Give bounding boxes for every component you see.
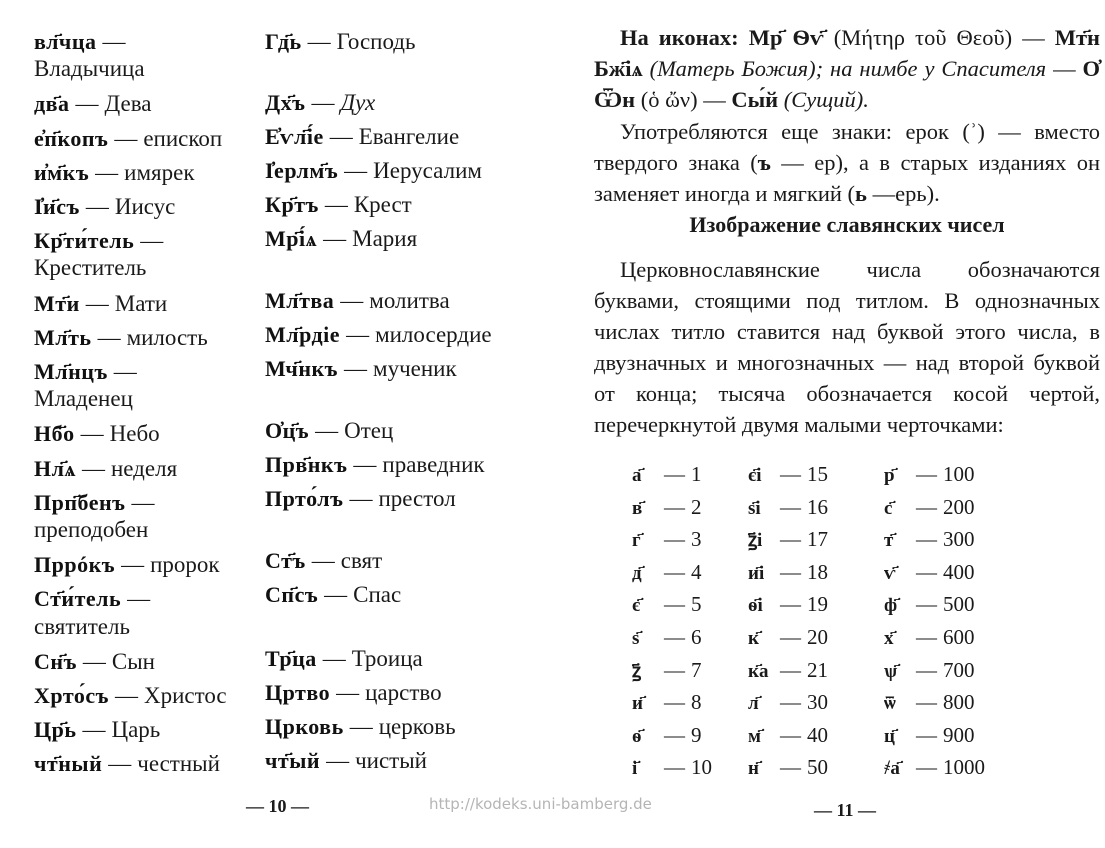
meaning: пророк	[150, 552, 220, 578]
abbreviation: Кр҃ти́тель	[34, 228, 135, 254]
numeral-glyph: д҃	[632, 562, 642, 584]
numeral-entry	[632, 656, 702, 686]
dash: —	[664, 755, 685, 780]
abbreviation: Прто́лъ	[265, 486, 344, 511]
numeral-entry	[748, 558, 828, 588]
numeral-value: 8	[691, 690, 702, 715]
numeral-value: 19	[807, 592, 828, 617]
abbreviation-entry	[34, 420, 160, 448]
abbreviation-entry	[265, 451, 485, 479]
abbreviation: Мл҃тва	[265, 288, 335, 313]
dash: —	[664, 722, 685, 747]
dash: —	[664, 657, 685, 682]
dash: —	[916, 494, 937, 519]
dash: —	[916, 527, 937, 552]
dash: —	[916, 657, 937, 682]
meaning-continuation: Владычица	[34, 56, 145, 82]
dash: —	[85, 194, 109, 219]
abbreviation: Сн҃ъ	[34, 648, 77, 674]
abbreviation: Цртво	[265, 680, 331, 705]
numeral-value: 50	[807, 755, 828, 780]
abbreviation: Е҆ѵл҃і́е	[265, 124, 324, 149]
dash: —	[664, 494, 685, 519]
meaning: Дева	[104, 91, 152, 117]
abbreviation: Тр҃ца	[265, 646, 317, 671]
numeral-glyph: р҃	[884, 465, 895, 486]
abbreviation-entry	[34, 28, 132, 56]
signs-text-3: —ерь).	[866, 181, 940, 206]
numeral-entry	[748, 590, 828, 620]
dash: —	[344, 356, 368, 381]
numeral-entry	[632, 688, 702, 718]
abbreviation: Сп҃съ	[265, 582, 319, 607]
numeral-glyph: к҃а	[748, 660, 769, 682]
dash: —	[349, 714, 373, 739]
numeral-value: 5	[691, 592, 702, 617]
section-heading: Изображение славянских чисел	[689, 212, 1005, 237]
numeral-value: 10	[691, 755, 712, 780]
dash: —	[916, 722, 937, 747]
abbreviation-entry	[265, 89, 375, 117]
abbreviation: чт҃ный	[34, 751, 103, 777]
numeral-entry	[632, 558, 702, 588]
abbreviation-entry	[265, 123, 459, 151]
numeral-value: 200	[943, 494, 975, 519]
numeral-value: 400	[943, 559, 975, 584]
numeral-entry	[884, 623, 975, 653]
numeral-glyph: ѕ҃	[632, 628, 640, 649]
numeral-glyph: і҃	[632, 758, 638, 780]
numeral-glyph: г҃	[632, 530, 641, 552]
numeral-glyph: х҃	[884, 628, 894, 649]
numeral-value: 3	[691, 527, 702, 552]
numeral-entry	[884, 525, 975, 555]
signs-text-1: Употребляются еще знаки: ерок (ʾ) — вместо твердого знака (	[594, 119, 1100, 175]
page-number-left: — 10 —	[246, 796, 309, 816]
dash: —	[1022, 25, 1045, 50]
numbers-paragraph-text: Церковнославянские числа обозначаются буквами, стоящими под титлом. В однозначных числах титло ставится над буквой этого числа, в двузначных и многозначных — над второй буквой от конца; тысяча обозначается косой чертой, перечеркнутой двумя малыми черточками:	[594, 257, 1100, 437]
dash: —	[322, 646, 346, 671]
dash: —	[780, 722, 801, 747]
dash: —	[311, 548, 335, 573]
dash: —	[81, 455, 105, 481]
meaning: Мария	[352, 226, 418, 251]
dash: —	[664, 690, 685, 715]
abbreviation: дв҃а	[34, 91, 70, 117]
meaning: престол	[378, 486, 456, 511]
numeral-glyph: т҃	[884, 530, 894, 552]
abbreviation: Мл҃ть	[34, 324, 92, 350]
abbreviation: І҆и҃съ	[34, 194, 80, 219]
numeral-glyph: ꙁ҃	[632, 660, 641, 682]
greek-o-on: (ὁ ὤν)	[640, 87, 698, 112]
numeral-value: 100	[943, 462, 975, 486]
meaning: Крест	[353, 192, 412, 217]
page-number-right: — 11 —	[814, 800, 877, 820]
meaning: епископ	[143, 125, 223, 151]
dash: —	[780, 625, 801, 649]
abbreviation: Ст҃и́тель	[34, 586, 122, 612]
meaning: неделя	[110, 455, 178, 481]
meaning: Евангелие	[358, 124, 460, 149]
dash: —	[108, 751, 132, 777]
meaning: Иисус	[114, 194, 176, 219]
abbreviation: Кр҃тъ	[265, 192, 319, 217]
cs-syi: Сы́й	[731, 87, 779, 112]
abbreviation-entry	[34, 290, 167, 318]
numeral-entry	[632, 525, 702, 555]
meaning: Царь	[111, 717, 161, 743]
dash: —	[780, 592, 801, 617]
abbreviation-entry	[34, 489, 161, 517]
dash: —	[97, 324, 121, 350]
abbreviation-entry	[34, 455, 177, 483]
numeral-entry	[884, 590, 975, 620]
numeral-glyph: ѿ	[884, 693, 896, 715]
meaning: честный	[137, 751, 220, 777]
numeral-value: 7	[691, 657, 702, 682]
numeral-glyph: м҃	[748, 725, 761, 747]
dash: —	[916, 462, 937, 486]
cs-o-on: О҆ Ѿн	[594, 56, 1101, 112]
numeral-value: 2	[691, 494, 702, 519]
abbreviation: Гд҃ь	[265, 29, 302, 54]
abbreviation-entry	[34, 358, 143, 386]
signs-text-2: — ер), а в старых изданиях он заменяет иногда и мягкий (	[594, 150, 1100, 206]
abbreviation-entry	[34, 90, 151, 118]
dash: —	[349, 486, 373, 511]
numeral-glyph: ѳ҃	[632, 725, 642, 747]
numeral-entry	[632, 623, 702, 653]
abbreviation-entry	[265, 645, 423, 673]
numeral-entry	[748, 721, 828, 751]
abbreviation-entry	[265, 321, 492, 349]
dash: —	[80, 421, 104, 447]
abbreviation-entry	[265, 679, 442, 707]
abbreviation-entry	[34, 125, 222, 153]
cs-bzhia: Бж҃іѧ	[594, 56, 643, 81]
abbreviation-entry	[34, 551, 220, 579]
cs-mtn: Мт҃н	[1054, 25, 1101, 50]
er-soft-glyph: ь	[855, 181, 867, 206]
abbreviation: Мр҃і́ѧ	[265, 226, 318, 251]
dash: —	[780, 657, 801, 682]
watermark-url[interactable]: http://kodeks.uni-bamberg.de	[429, 795, 652, 813]
numeral-value: 1	[691, 462, 702, 486]
meaning: Христос	[143, 683, 227, 708]
abbreviation-entry	[265, 28, 416, 56]
icons-label: На иконах:	[620, 25, 739, 50]
numeral-value: 17	[807, 527, 828, 552]
dash: —	[315, 418, 339, 443]
dash: —	[353, 452, 377, 477]
dash: —	[326, 748, 350, 773]
numeral-entry	[632, 493, 702, 523]
dash: —	[95, 159, 119, 185]
abbreviation-entry	[265, 485, 456, 513]
abbreviation-entry	[34, 324, 208, 352]
meaning: Мати	[114, 290, 168, 316]
numeral-glyph: ѱ҃	[884, 660, 898, 682]
abbreviation: Дх҃ъ	[265, 90, 306, 115]
numeral-entry	[632, 721, 702, 751]
dash: —	[114, 125, 138, 151]
meaning: Сын	[111, 648, 155, 674]
dash: —	[780, 494, 801, 519]
numeral-value: 18	[807, 559, 828, 584]
abbreviation: Мч҃нкъ	[265, 356, 339, 381]
signs-paragraph	[594, 116, 1100, 209]
numeral-glyph: є҃	[632, 595, 641, 617]
dash: —	[127, 586, 151, 612]
numeral-glyph: к҃	[748, 628, 759, 649]
meaning: Небо	[109, 421, 160, 447]
numeral-glyph: н҃	[748, 758, 759, 780]
dash: —	[780, 462, 801, 486]
numeral-glyph: ѕ҃і	[748, 497, 761, 519]
meaning-continuation: преподобен	[34, 517, 149, 542]
dash: —	[323, 226, 347, 251]
translation-mother-of-god: (Матерь Божия); на нимбе у Спасителя	[649, 56, 1047, 81]
dash: —	[346, 322, 370, 347]
numeral-entry	[884, 753, 985, 783]
abbreviation-entry	[265, 355, 457, 383]
meaning: Троица	[351, 646, 423, 671]
meaning-continuation: Младенец	[34, 386, 133, 412]
dash: —	[75, 91, 99, 117]
abbreviation: е҆п҃копъ	[34, 125, 109, 151]
numeral-entry	[748, 656, 828, 686]
abbreviation-entry	[265, 581, 401, 609]
dash: —	[324, 192, 348, 217]
meaning-continuation: Креститель	[34, 255, 147, 281]
meaning: праведник	[382, 452, 485, 477]
numeral-value: 600	[943, 625, 975, 649]
dash: —	[82, 648, 106, 674]
numeral-value: 300	[943, 527, 975, 552]
numeral-glyph: ф҃	[884, 595, 898, 617]
dash: —	[916, 755, 937, 780]
numeral-glyph: ѵ҃	[884, 562, 896, 584]
dash: —	[140, 228, 164, 254]
numeral-glyph: л҃	[748, 693, 759, 715]
right-page	[560, 0, 1105, 848]
er-glyph: ъ	[757, 150, 771, 175]
abbreviation: и҆м҃къ	[34, 159, 90, 185]
meaning-continuation: святитель	[34, 613, 130, 639]
numeral-value: 15	[807, 462, 828, 486]
dash: —	[329, 124, 353, 149]
dash: —	[780, 527, 801, 552]
numeral-value: 6	[691, 625, 702, 649]
numeral-entry	[884, 493, 975, 523]
numeral-entry	[884, 460, 975, 490]
dash: —	[82, 717, 106, 743]
numeral-glyph: с҃	[884, 497, 893, 519]
abbreviation: Нл҃ѧ	[34, 455, 76, 481]
numeral-value: 20	[807, 625, 828, 649]
meaning: милосердие	[375, 322, 492, 347]
dash: —	[780, 755, 801, 780]
meaning: Отец	[344, 418, 394, 443]
abbreviation: чт҃ый	[265, 748, 321, 773]
abbreviation: вл҃чца	[34, 29, 97, 54]
cs-mp-thu: Мр҃ Ѳѵ҃	[748, 25, 824, 50]
numeral-glyph: ц҃	[884, 725, 895, 747]
abbreviation-entry	[34, 682, 227, 710]
icons-paragraph	[594, 22, 1100, 115]
abbreviation-entry	[265, 547, 382, 575]
numeral-entry	[748, 623, 828, 653]
dash: —	[916, 559, 937, 584]
numeral-glyph: ꙁ҃і	[748, 530, 763, 552]
meaning: молитва	[369, 288, 450, 313]
abbreviation-entry	[34, 716, 160, 744]
meaning: Дух	[340, 90, 376, 115]
meaning: царство	[365, 680, 442, 705]
dash: —	[114, 683, 138, 708]
numeral-value: 1000	[943, 755, 985, 780]
numeral-value: 30	[807, 690, 828, 715]
dash: —	[121, 552, 145, 578]
abbreviation: І҆ерлм҃ъ	[265, 158, 339, 183]
abbreviation-entry	[265, 713, 456, 741]
numeral-value: 40	[807, 722, 828, 747]
dash: —	[664, 527, 685, 552]
dash: —	[916, 592, 937, 617]
abbreviation: Прп҃бенъ	[34, 489, 126, 515]
abbreviation-entry	[34, 648, 155, 676]
abbreviation-entry	[265, 225, 417, 253]
numeral-entry	[748, 688, 828, 718]
numeral-entry	[748, 525, 828, 555]
abbreviation-entry	[265, 287, 450, 315]
numeral-glyph: є҃і	[748, 465, 762, 486]
numeral-glyph: и҃і	[748, 562, 765, 584]
abbreviation-entry	[265, 157, 482, 185]
numeral-glyph: и҃	[632, 693, 643, 715]
abbreviation: Хрто́съ	[34, 683, 109, 708]
numeral-entry	[632, 753, 712, 783]
dash: —	[324, 582, 348, 607]
numeral-value: 21	[807, 657, 828, 682]
dash: —	[102, 29, 126, 54]
dash: —	[340, 288, 364, 313]
numeral-entry	[748, 460, 828, 490]
abbreviation: Цр҃ь	[34, 717, 77, 743]
meaning: имярек	[124, 159, 195, 185]
numeral-glyph: в҃	[632, 497, 643, 519]
numeral-entry	[884, 688, 975, 718]
numeral-value: 800	[943, 690, 975, 715]
dash: —	[780, 690, 801, 715]
numeral-entry	[748, 753, 828, 783]
meaning: Господь	[336, 29, 416, 54]
numeral-glyph: а҃	[632, 465, 642, 486]
dash: —	[916, 625, 937, 649]
dash: —	[916, 690, 937, 715]
dash: —	[664, 559, 685, 584]
greek-mother-of-god: (Μήτηρ τοῦ Θεοῦ)	[833, 25, 1013, 50]
numeral-value: 500	[943, 592, 975, 617]
meaning: чистый	[355, 748, 427, 773]
numeral-entry	[632, 590, 702, 620]
numeral-entry	[884, 656, 975, 686]
dash: —	[336, 680, 360, 705]
dash: —	[703, 87, 726, 112]
abbreviation: Нб҃о	[34, 421, 75, 447]
translation-syi: (Сущий).	[783, 87, 869, 112]
abbreviation: Мт҃и	[34, 290, 80, 316]
abbreviation-entry	[34, 750, 220, 778]
numeral-glyph: ѳ҃і	[748, 595, 763, 617]
dash: —	[85, 290, 109, 316]
dash: —	[664, 625, 685, 649]
abbreviation-entry	[34, 227, 169, 255]
numeral-value: 900	[943, 722, 975, 747]
dash: —	[307, 29, 331, 54]
abbreviation: О҆ц҃ъ	[265, 418, 310, 443]
abbreviation: Пррóкъ	[34, 552, 116, 578]
numeral-entry	[632, 460, 702, 490]
dash: —	[131, 489, 155, 515]
abbreviation: Црковь	[265, 714, 344, 739]
meaning: Иерусалим	[373, 158, 482, 183]
abbreviation-entry	[34, 585, 156, 613]
abbreviation-entry	[265, 417, 393, 445]
dash: —	[780, 559, 801, 584]
numeral-value: 4	[691, 559, 702, 584]
abbreviation-entry	[34, 193, 175, 221]
meaning: свят	[340, 548, 383, 573]
numeral-entry	[884, 558, 975, 588]
numeral-value: 700	[943, 657, 975, 682]
abbreviation-entry	[265, 191, 412, 219]
dash: —	[664, 462, 685, 486]
abbreviation-entry	[265, 747, 427, 775]
abbreviation-entry	[34, 159, 195, 187]
dash: —	[1053, 56, 1076, 81]
abbreviation: Прв҃нкъ	[265, 452, 348, 477]
dash: —	[311, 90, 335, 115]
dash: —	[664, 592, 685, 617]
numeral-value: 9	[691, 722, 702, 747]
abbreviation: Мл҃рдіе	[265, 322, 341, 347]
abbreviation: Мл҃нцъ	[34, 359, 108, 384]
meaning: Спас	[353, 582, 402, 607]
meaning: церковь	[378, 714, 456, 739]
numbers-paragraph	[594, 254, 1100, 440]
numeral-entry	[884, 721, 975, 751]
numeral-value: 16	[807, 494, 828, 519]
dash: —	[344, 158, 368, 183]
dash: —	[113, 359, 137, 384]
numeral-entry	[748, 493, 828, 523]
meaning: милость	[126, 324, 208, 350]
numeral-glyph: ҂а҃	[884, 758, 900, 780]
meaning: мученик	[373, 356, 457, 381]
abbreviation: Ст҃ъ	[265, 548, 306, 573]
